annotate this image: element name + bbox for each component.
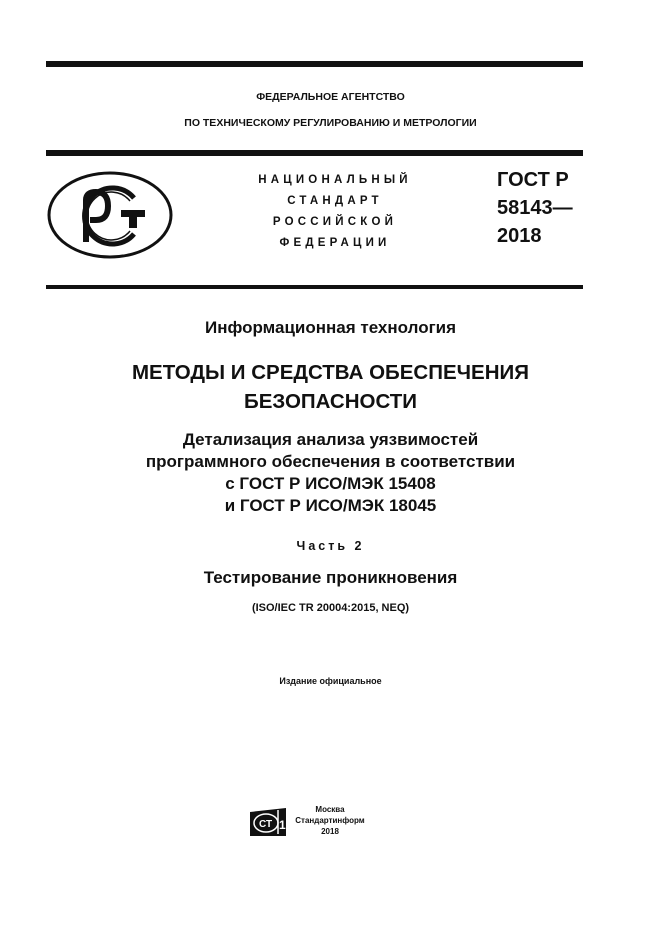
subtitle-line-2: программного обеспечения в соответствии	[145, 452, 516, 471]
gost-designation	[497, 166, 573, 250]
main-title-line-1: МЕТОДЫ И СРЕДСТВА ОБЕСПЕЧЕНИЯ	[131, 361, 529, 384]
gost-designation-line-2: 58143—	[497, 197, 573, 219]
natstd-line-4: ФЕДЕРАЦИИ	[279, 237, 391, 249]
subtitle-line-1: Детализация анализа уязвимостей	[182, 430, 479, 449]
publisher-year: 2018	[321, 827, 339, 836]
top-rule	[46, 61, 583, 67]
agency-line-2: ПО ТЕХНИЧЕСКОМУ РЕГУЛИРОВАНИЮ И МЕТРОЛОГИИ	[184, 117, 477, 129]
national-standard-label	[245, 170, 425, 254]
reference: (ISO/IEC TR 20004:2015, NEQ)	[251, 602, 410, 614]
standartinform-logo-icon	[248, 806, 288, 843]
edition-label: Издание официальное	[279, 676, 382, 686]
main-title-line-2: БЕЗОПАСНОСТИ	[243, 390, 418, 413]
natstd-line-3: РОССИЙСКОЙ	[272, 216, 398, 228]
gost-r-logo-icon	[46, 170, 174, 265]
publisher-name: Стандартинформ	[295, 816, 365, 825]
gost-designation-line-1: ГОСТ Р	[497, 169, 569, 191]
part-title: Тестирование проникновения	[203, 568, 458, 587]
header-rule	[46, 150, 583, 156]
natstd-line-2: СТАНДАРТ	[287, 195, 383, 207]
gost-designation-line-3: 2018	[497, 225, 542, 247]
publisher-city: Москва	[315, 805, 345, 814]
subtitle-line-3: с ГОСТ Р ИСО/МЭК 15408	[225, 474, 436, 493]
svg-text:1: 1	[279, 818, 286, 832]
block-rule	[46, 285, 583, 289]
domain-title: Информационная технология	[204, 318, 457, 337]
agency-line-1: ФЕДЕРАЛЬНОЕ АГЕНТСТВО	[256, 91, 405, 103]
subtitle	[0, 429, 661, 517]
svg-text:СТ: СТ	[259, 819, 273, 830]
publisher-info	[290, 804, 370, 837]
part-label: Часть 2	[296, 539, 365, 553]
subtitle-line-4: и ГОСТ Р ИСО/МЭК 18045	[224, 496, 437, 515]
natstd-line-1: НАЦИОНАЛЬНЫЙ	[258, 174, 412, 186]
